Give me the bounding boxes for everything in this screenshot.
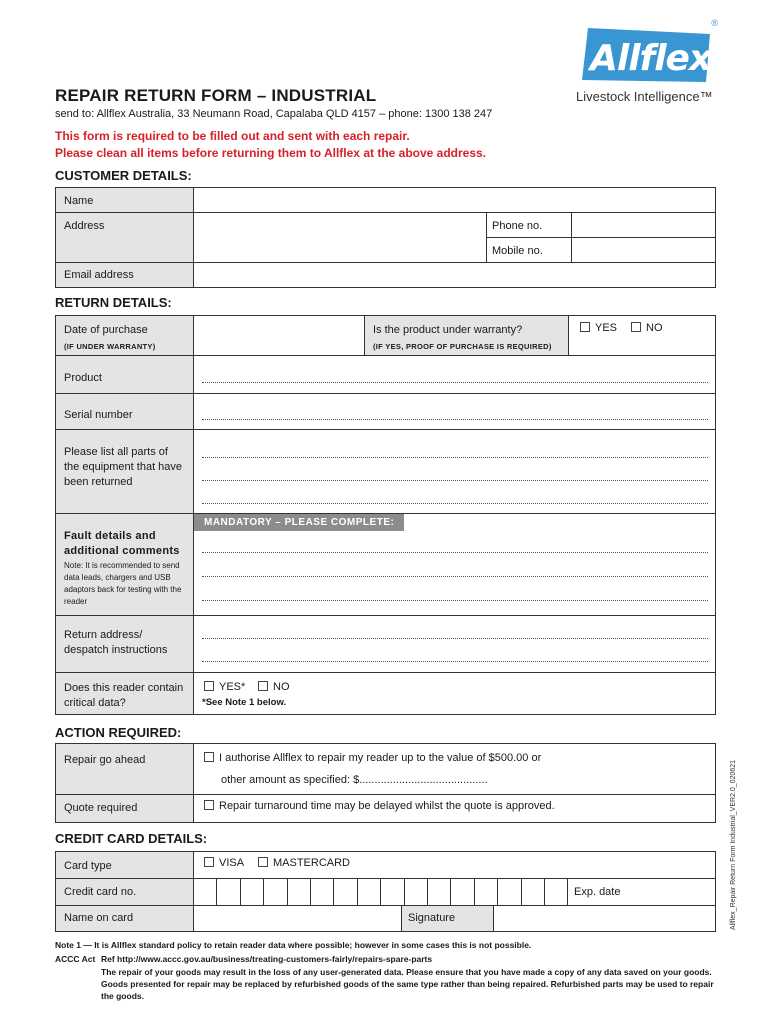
mobile-field[interactable] [572, 238, 715, 263]
critical-no-option[interactable]: NO [258, 681, 290, 693]
other-amount-text[interactable]: other amount as specified: $.......................................... [221, 774, 488, 786]
logo-text: Allflex [590, 38, 712, 79]
name-field[interactable] [194, 188, 715, 213]
credit-card-table [55, 851, 716, 932]
action-required-heading: ACTION REQUIRED: [55, 725, 182, 740]
name-on-card-label: Name on card [64, 912, 134, 924]
return-address-field[interactable] [194, 616, 715, 673]
form-title: REPAIR RETURN FORM – INDUSTRIAL [55, 86, 377, 105]
customer-details-table [55, 187, 716, 288]
date-sub-label: (IF UNDER WARRANTY) [64, 342, 156, 351]
accc-body: The repair of your goods may result in the loss of any user-generated data. Please ensure that you have made a copy of any data saved on your goods. Goods presented for repair may be replaced by refurbished goods of the same type rather than being repaired. Refurbished parts may be used to repair the goods. [101, 967, 714, 1001]
send-to-address: send to: Allflex Australia, 33 Neumann Road, Capalaba QLD 4157 – phone: 1300 138 247 [55, 108, 493, 120]
card-digit-box[interactable] [264, 879, 287, 905]
quote-required-label: Quote required [64, 802, 138, 814]
name-label: Name [64, 195, 94, 207]
authorise-repair-option[interactable]: I authorise Allflex to repair my reader up to the value of $500.00 or [204, 752, 541, 764]
warranty-sub-label: (IF YES, PROOF OF PURCHASE IS REQUIRED) [373, 342, 552, 351]
card-digit-box[interactable] [451, 879, 474, 905]
document-version-text: Allflex_Repair Return Form Industrial_VER2.0_020621 [730, 759, 737, 930]
checkbox-icon[interactable] [204, 681, 214, 691]
allflex-logo [572, 18, 722, 108]
parts-field[interactable] [194, 430, 715, 514]
signature-label: Signature [408, 912, 456, 924]
card-digit-box[interactable] [405, 879, 428, 905]
card-digit-box[interactable] [288, 879, 311, 905]
address-label: Address [64, 220, 105, 232]
card-digit-box[interactable] [311, 879, 334, 905]
checkbox-icon[interactable] [258, 681, 268, 691]
return-details-table [55, 315, 716, 715]
mobile-label: Mobile no. [492, 245, 543, 257]
form-notice [55, 128, 486, 162]
serial-number-field[interactable] [194, 394, 715, 430]
serial-number-label: Serial number [64, 409, 133, 421]
card-type-label: Card type [64, 860, 112, 872]
return-details-heading: RETURN DETAILS: [55, 295, 172, 310]
card-digit-box[interactable] [241, 879, 264, 905]
repair-go-ahead-label: Repair go ahead [64, 754, 146, 766]
note-1: Note 1 — It is Allflex standard policy to retain reader data where possible; however in some cases this is not possible. [55, 940, 532, 950]
card-digit-box[interactable] [381, 879, 404, 905]
signature-field[interactable] [494, 906, 715, 931]
name-on-card-field[interactable] [194, 906, 402, 931]
critical-yes-option[interactable]: YES* [204, 681, 245, 693]
date-of-purchase-field[interactable] [194, 316, 365, 356]
checkbox-icon[interactable] [580, 322, 590, 332]
notice-line-1: This form is required to be filled out and sent with each repair. [55, 129, 410, 143]
return-address-label: Return address/ despatch instructions [64, 629, 168, 656]
notice-line-2: Please clean all items before returning them to Allflex at the above address. [55, 146, 487, 160]
card-digit-box[interactable] [194, 879, 217, 905]
checkbox-icon[interactable] [204, 752, 214, 762]
registered-mark: ® [711, 18, 718, 28]
checkbox-icon[interactable] [204, 857, 214, 867]
card-digit-box[interactable] [334, 879, 357, 905]
warranty-label: Is the product under warranty? [373, 324, 523, 336]
product-field[interactable] [194, 356, 715, 394]
date-of-purchase-label: Date of purchase [64, 324, 148, 336]
email-field[interactable] [194, 263, 715, 287]
quote-required-option[interactable]: Repair turnaround time may be delayed whilst the quote is approved. [204, 800, 555, 812]
email-label: Email address [64, 269, 134, 281]
action-required-table [55, 743, 716, 823]
visa-option[interactable]: VISA [204, 857, 244, 869]
product-label: Product [64, 372, 102, 384]
card-digit-box[interactable] [522, 879, 545, 905]
credit-card-heading: CREDIT CARD DETAILS: [55, 831, 208, 846]
see-note-label: *See Note 1 below. [202, 697, 287, 708]
card-digit-box[interactable] [475, 879, 498, 905]
mastercard-option[interactable]: MASTERCARD [258, 857, 350, 869]
card-digit-box[interactable] [545, 879, 568, 905]
critical-data-label: Does this reader contain critical data? [64, 682, 184, 709]
accc-reference: Ref http://www.accc.gov.au/business/treating-customers-fairly/repairs-spare-parts [101, 954, 433, 964]
card-digit-box[interactable] [498, 879, 521, 905]
warranty-no-option[interactable]: NO [631, 322, 663, 334]
credit-card-number-label: Credit card no. [64, 886, 137, 898]
fault-details-label: Fault details and additional comments [64, 530, 180, 557]
brand-tagline: Livestock Intelligence™ [576, 89, 713, 104]
customer-details-heading: CUSTOMER DETAILS: [55, 168, 192, 183]
card-digit-box[interactable] [358, 879, 381, 905]
phone-label: Phone no. [492, 220, 543, 232]
checkbox-icon[interactable] [258, 857, 268, 867]
phone-field[interactable] [572, 213, 715, 238]
exp-date-label: Exp. date [574, 886, 621, 898]
card-digit-box[interactable] [217, 879, 240, 905]
address-field[interactable] [194, 213, 487, 263]
fault-note: Note: It is recommended to send data leads, chargers and USB adaptors back for testing with the reader [64, 561, 182, 606]
accc-label: ACCC Act [55, 954, 96, 964]
warranty-yes-option[interactable]: YES [580, 322, 617, 334]
mandatory-banner: MANDATORY – PLEASE COMPLETE: [194, 514, 404, 531]
card-digit-box[interactable] [428, 879, 451, 905]
parts-label: Please list all parts of the equipment that have been returned [64, 446, 183, 488]
checkbox-icon[interactable] [204, 800, 214, 810]
checkbox-icon[interactable] [631, 322, 641, 332]
